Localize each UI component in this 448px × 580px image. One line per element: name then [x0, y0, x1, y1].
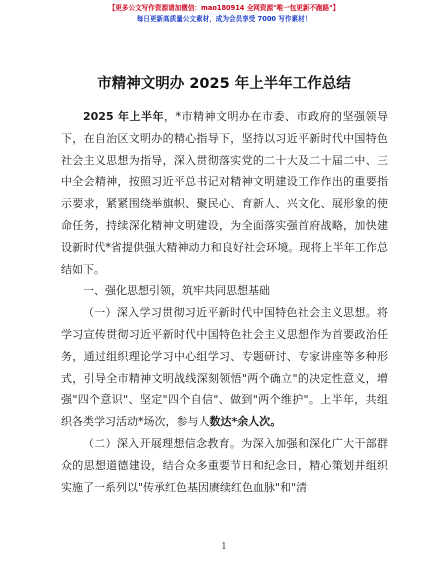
header-banner: [0, 3, 448, 25]
subsection-paragraph-1: [61, 302, 388, 433]
document-title: 市精神文明办 2025 年上半年工作总结: [97, 76, 351, 92]
section-heading: 一、强化思想引领，筑牢共同思想基础: [83, 284, 270, 298]
subsection-1-bold-text: 数达*余人次。: [209, 415, 282, 429]
banner-promo-line: 【更多公文写作资源请加微信：mao180914 全网资源"唯一包更新不跑路"】: [108, 4, 340, 12]
subsection-1-text: （一）深入学习贯彻习近平新时代中国特色社会主义思想。将学习宣传贯彻习近平新时代中国特色社会主义思想作为首要政治任务，通过组织理论学习中心组学习、专题研讨、专家讲座等多种形式，引导全市精神文明战线深刻领悟"两个确立"的决定性意义，增强"四个意识"、坚定"四个自信"、做到"两个维护"。上半年，共组织各类学习活动*场次，参与人: [61, 306, 388, 429]
intro-paragraph: [61, 106, 388, 280]
intro-text: ，*市精神文明办在市委、市政府的坚强领导下，在自治区文明办的精心指导下，坚持以习近平新时代中国特色社会主义思想为指导，深入贯彻落实党的二十大及二十届二中、三中全会精神，按照习近平总书记对精神文明建设工作作出的重要指示要求，紧紧围绕举旗帜、聚民心、育新人、兴文化、展形象的使命任务，持续深化精神文明建设，为全面落实强首府战略，加快建设新时代*省提供强大精神动力和良好社会环境。现将上半年工作总结如下。: [61, 110, 389, 276]
page-number: 1: [221, 542, 227, 552]
subsection-paragraph-2: （二）深入开展理想信念教育。为深入加强和深化广大干部群众的思想道德建设，结合众多重要节日和纪念日，精心策划并组织实施了一系列以"传承红色基因赓续红色血脉"和"清: [61, 436, 388, 494]
banner-update-line: 每日更新高质量公文素材，成为会员享受 7000 写作素材！: [136, 15, 312, 23]
document-body: [61, 106, 388, 498]
intro-year: 2025 年上半年: [83, 110, 164, 123]
